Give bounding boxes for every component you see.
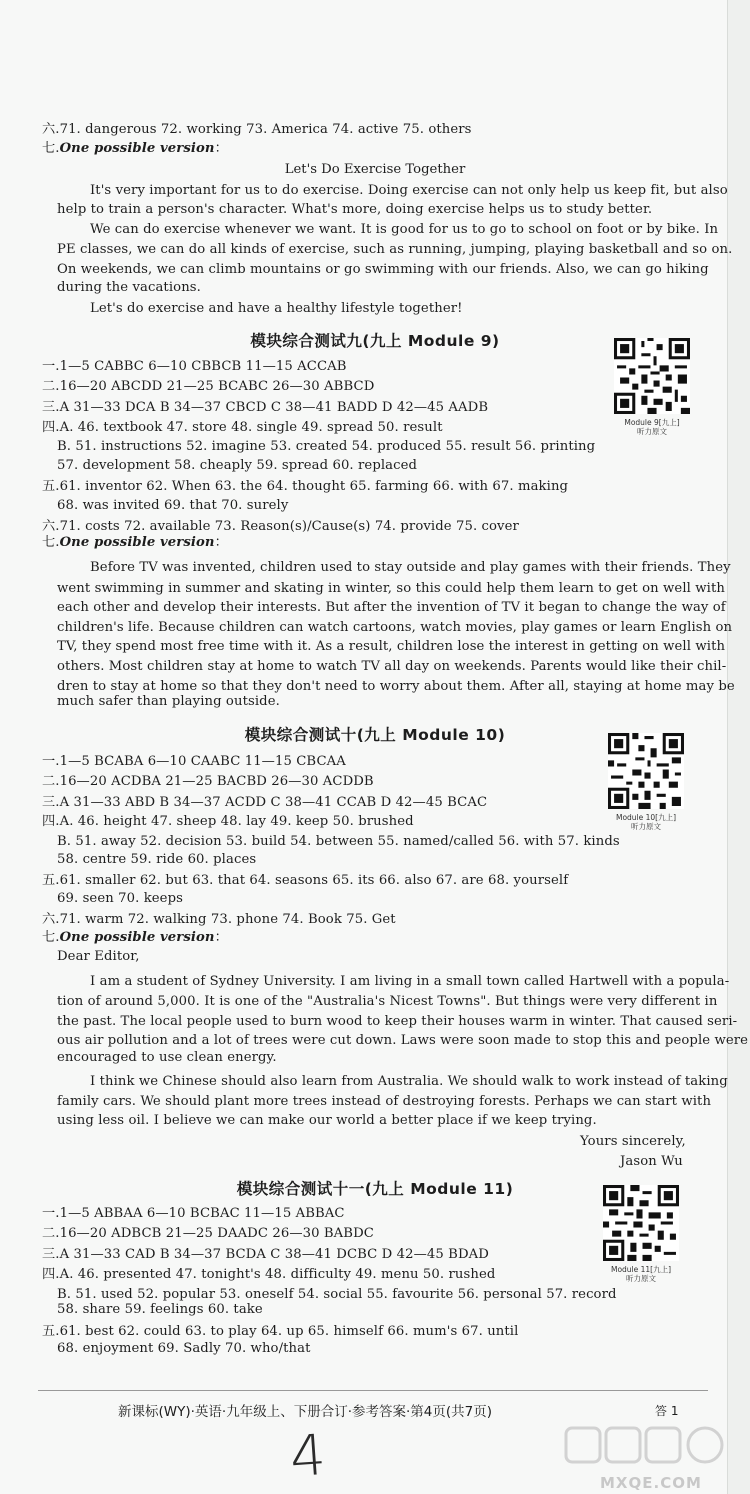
answer-line: 六.71. costs 72. available 73. Reason(s)/Cause(s) 74. provide 75. cover <box>42 519 519 534</box>
essay-line: the past. The local people used to burn wood to keep their houses warm in winter. That caused seri- <box>57 1014 738 1029</box>
essay-line: using less oil. I believe we can make our world a better place if we keep trying. <box>57 1113 597 1128</box>
answer-line: 五.61. inventor 62. When 63. the 64. thought 65. farming 66. with 67. making <box>42 479 569 494</box>
answer-line: 四.A. 46. height 47. sheep 48. lay 49. keep 50. brushed <box>42 814 414 829</box>
answer-line: B. 51. used 52. popular 53. oneself 54. social 55. favourite 56. personal 57. record <box>57 1287 617 1302</box>
answer-line: 三.A 31—33 ABD B 34—37 ACDD C 38—41 CCAB D 42—45 BCAC <box>42 795 488 810</box>
essay-line: help to train a person's character. What's more, doing exercise helps us to study better. <box>57 202 653 217</box>
writing-heading: 七.One possible version： <box>42 930 228 945</box>
answer-line: 五.61. smaller 62. but 63. that 64. seasons 65. its 66. also 67. are 68. yourself <box>42 873 569 888</box>
answer-line: 五.61. best 62. could 63. to play 64. up 65. himself 66. mum's 67. until <box>42 1324 519 1339</box>
essay-line: ous air pollution and a lot of trees were cut down. Laws were soon made to stop this and people were <box>57 1033 749 1048</box>
qr-code-icon <box>603 1185 679 1261</box>
essay-line: encouraged to use clean energy. <box>57 1050 277 1065</box>
qr-code-icon <box>614 338 690 414</box>
essay-line: Before TV was invented, children used to stay outside and play games with their friends. They <box>90 560 731 575</box>
letter-closing: Yours sincerely, <box>580 1134 686 1149</box>
handwritten-page-number: 4 <box>287 1422 328 1491</box>
answer-line: 二.16—20 ABCDD 21—25 BCABC 26—30 ABBCD <box>42 379 375 394</box>
essay-line: I am a student of Sydney University. I am living in a small town called Hartwell with a popula- <box>90 974 730 989</box>
answer-line: B. 51. away 52. decision 53. build 54. between 55. named/called 56. with 57. kinds <box>57 834 620 849</box>
essay-line: during the vacations. <box>57 280 201 295</box>
answer-line: 六.71. warm 72. walking 73. phone 74. Book 75. Get <box>42 912 396 927</box>
salutation: Dear Editor, <box>57 949 140 964</box>
answer-line: 一.1—5 ABBAA 6—10 BCBAC 11—15 ABBAC <box>42 1206 345 1221</box>
letter-signature: Jason Wu <box>620 1154 683 1169</box>
answer-line: 58. centre 59. ride 60. places <box>57 852 257 867</box>
footer-text: 新课标(WY)·英语·九年级上、下册合订·参考答案·第4页(共7页) <box>118 1404 493 1420</box>
essay-line: family cars. We should plant more trees instead of destroying forests. Perhaps we can start with <box>57 1094 712 1109</box>
essay-line: dren to stay at home so that they don't need to worry about them. After all, staying at home may be <box>57 679 735 694</box>
qr-code[interactable]: Module 9[九上] 听力原文 <box>614 338 690 436</box>
essay-line: children's life. Because children can watch cartoons, watch movies, play games or learn English on <box>57 620 733 635</box>
writing-heading: 七.One possible version： <box>42 535 228 550</box>
answer-line: 68. enjoyment 69. Sadly 70. who/that <box>57 1341 311 1356</box>
answer-line: 69. seen 70. keeps <box>57 891 183 906</box>
qr-code[interactable]: Module 11[九上] 听力原文 <box>603 1185 679 1283</box>
answer-line: 四.A. 46. presented 47. tonight's 48. difficulty 49. menu 50. rushed <box>42 1267 496 1282</box>
section-title: 模块综合测试十一(九上 Module 11) <box>236 1180 514 1198</box>
essay-line: TV, they spend most free time with it. As a result, children lose the interest in getting on well with <box>57 639 726 654</box>
page-footer <box>0 1396 750 1422</box>
qr-code[interactable]: Module 10[九上] 听力原文 <box>608 733 684 831</box>
section-title: 模块综合测试九(九上 Module 9) <box>250 332 500 350</box>
essay-line: others. Most children stay at home to watch TV all day on weekends. Parents would like their chil- <box>57 659 727 674</box>
essay-line: PE classes, we can do all kinds of exercise, such as running, jumping, playing basketball and so on. <box>57 242 733 257</box>
essay-line: went swimming in summer and skating in winter, so this could help them learn to get on well with <box>57 581 725 596</box>
qr-code-icon <box>608 733 684 809</box>
answer-line: B. 51. instructions 52. imagine 53. created 54. produced 55. result 56. printing <box>57 439 596 454</box>
footer-divider <box>38 1390 708 1391</box>
essay-line: tion of around 5,000. It is one of the "Australia's Nicest Towns". But things were very different in <box>57 994 718 1009</box>
answer-line: 四.A. 46. textbook 47. store 48. single 49. spread 50. result <box>42 420 443 435</box>
answer-line: 三.A 31—33 CAD B 34—37 BCDA C 38—41 DCBC D 42—45 BDAD <box>42 1247 489 1262</box>
answer-line: 六.71. dangerous 72. working 73. America 74. active 75. others <box>42 122 472 137</box>
answer-line: 68. was invited 69. that 70. surely <box>57 498 289 513</box>
essay-title: Let's Do Exercise Together <box>284 162 466 177</box>
essay-line: much safer than playing outside. <box>57 694 280 709</box>
footer-answer-mark: 答 1 <box>655 1404 679 1418</box>
answer-line: 三.A 31—33 DCA B 34—37 CBCD C 38—41 BADD D 42—45 AADB <box>42 400 489 415</box>
answer-line: 58. share 59. feelings 60. take <box>57 1302 263 1317</box>
essay-line: It's very important for us to do exercise. Doing exercise can not only help us keep fit, but also <box>90 183 728 198</box>
page-edge <box>727 0 750 1494</box>
essay-line: We can do exercise whenever we want. It is good for us to go to school on foot or by bike. In <box>90 222 719 237</box>
writing-heading: 七.One possible version： <box>42 141 228 156</box>
section-title: 模块综合测试十(九上 Module 10) <box>244 726 506 744</box>
essay-line: I think we Chinese should also learn from Australia. We should walk to work instead of taking <box>90 1074 728 1089</box>
answer-line: 一.1—5 CABBC 6—10 CBBCB 11—15 ACCAB <box>42 359 347 374</box>
answer-line: 二.16—20 ACDBA 21—25 BACBD 26—30 ACDDB <box>42 774 374 789</box>
watermark-text: MXQE.COM <box>600 1474 702 1492</box>
essay-line: On weekends, we can climb mountains or go swimming with our friends. Also, we can go hiking <box>57 262 709 277</box>
answer-line: 一.1—5 BCABA 6—10 CAABC 11—15 CBCAA <box>42 754 346 769</box>
answer-line: 57. development 58. cheaply 59. spread 60. replaced <box>57 458 418 473</box>
essay-line: Let's do exercise and have a healthy lifestyle together! <box>90 301 463 316</box>
essay-line: each other and develop their interests. But after the invention of TV it began to change the way of <box>57 600 726 615</box>
answer-line: 二.16—20 ADBCB 21—25 DAADC 26—30 BABDC <box>42 1226 374 1241</box>
